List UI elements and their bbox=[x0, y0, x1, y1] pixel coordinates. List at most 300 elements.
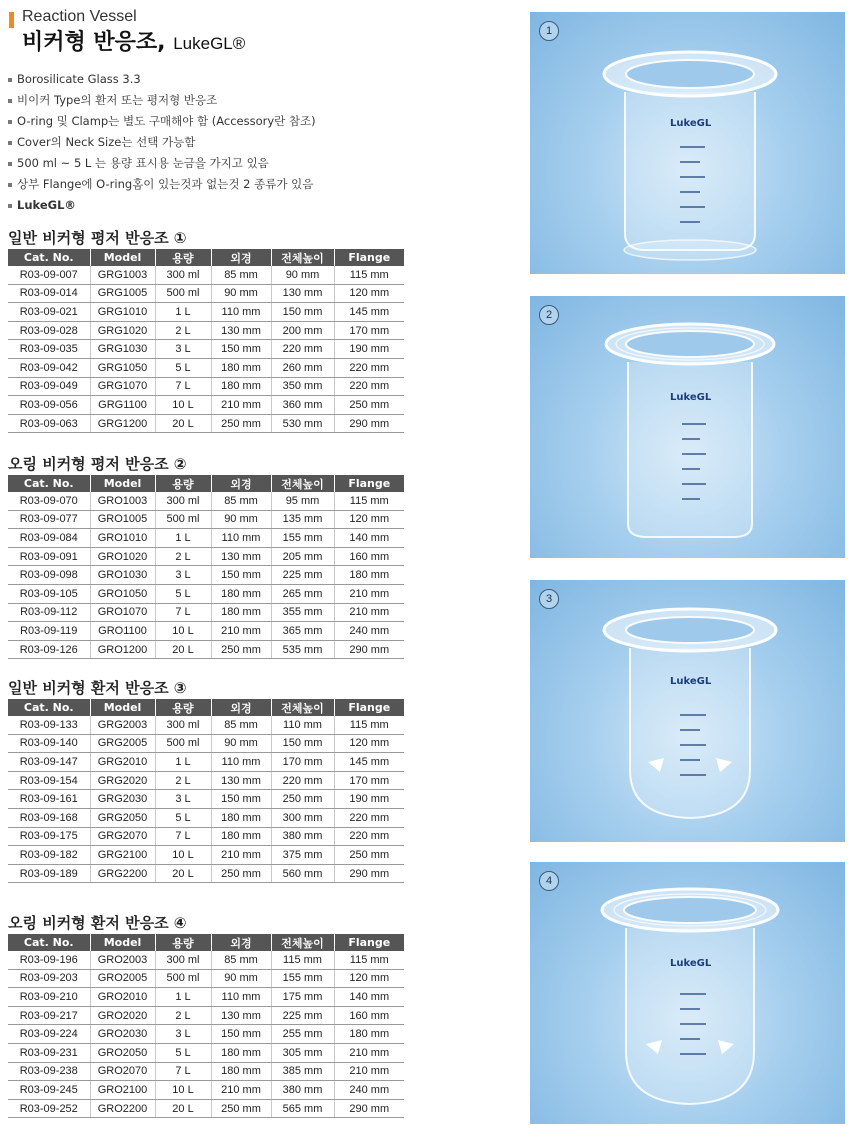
table-cell: 145 mm bbox=[334, 303, 404, 322]
title-korean: 비커형 반응조, bbox=[22, 30, 166, 55]
column-header: 전체높이 bbox=[271, 699, 334, 716]
table-cell: 180 mm bbox=[211, 358, 271, 377]
title-english: Reaction Vessel bbox=[22, 8, 137, 25]
table-cell: 190 mm bbox=[334, 340, 404, 359]
column-header: 용량 bbox=[155, 934, 211, 951]
table-cell: GRG2005 bbox=[90, 734, 155, 753]
table-cell: GRG2030 bbox=[90, 790, 155, 809]
table-cell: GRO2030 bbox=[90, 1025, 155, 1044]
table-cell: 110 mm bbox=[271, 716, 334, 734]
feature-item: 비이커 Type의 환저 또는 평저형 반응조 bbox=[8, 90, 404, 111]
table-cell: 160 mm bbox=[334, 547, 404, 566]
table-cell: GRO1010 bbox=[90, 529, 155, 548]
table-cell: 290 mm bbox=[334, 1099, 404, 1118]
table-cell: 180 mm bbox=[334, 566, 404, 585]
table-row bbox=[8, 396, 404, 415]
table-cell: 220 mm bbox=[334, 377, 404, 396]
table-cell: 290 mm bbox=[334, 640, 404, 659]
table-row bbox=[8, 1062, 404, 1081]
column-header: Model bbox=[90, 699, 155, 716]
accent-bar bbox=[9, 12, 14, 28]
column-header: Cat. No. bbox=[8, 475, 90, 492]
table-cell: 500 ml bbox=[155, 969, 211, 988]
table-cell: GRG2010 bbox=[90, 753, 155, 772]
column-header: 외경 bbox=[211, 934, 271, 951]
table-cell: 1 L bbox=[155, 303, 211, 322]
table-cell: 375 mm bbox=[271, 846, 334, 865]
table-cell: 250 mm bbox=[271, 790, 334, 809]
table-cell: GRG1030 bbox=[90, 340, 155, 359]
table-cell: 385 mm bbox=[271, 1062, 334, 1081]
table-cell: 2 L bbox=[155, 547, 211, 566]
table-cell: 290 mm bbox=[334, 414, 404, 433]
table-cell: 250 mm bbox=[334, 846, 404, 865]
table-row bbox=[8, 846, 404, 865]
table-cell: 155 mm bbox=[271, 529, 334, 548]
table-cell: 240 mm bbox=[334, 622, 404, 641]
table-cell: R03-09-091 bbox=[8, 547, 90, 566]
table-row bbox=[8, 340, 404, 359]
table-cell: 20 L bbox=[155, 414, 211, 433]
spec-table bbox=[8, 475, 404, 659]
flat-beaker-icon bbox=[530, 12, 845, 274]
table-cell: R03-09-084 bbox=[8, 529, 90, 548]
table-row bbox=[8, 1099, 404, 1118]
table-cell: 250 mm bbox=[211, 864, 271, 883]
table-cell: 110 mm bbox=[211, 529, 271, 548]
table-cell: 220 mm bbox=[334, 827, 404, 846]
table-row bbox=[8, 734, 404, 753]
table-cell: 120 mm bbox=[334, 734, 404, 753]
product-photo-2 bbox=[530, 296, 845, 558]
spec-section-2 bbox=[8, 455, 404, 659]
table-cell: 300 ml bbox=[155, 716, 211, 734]
table-cell: GRO1005 bbox=[90, 510, 155, 529]
table-cell: 115 mm bbox=[334, 492, 404, 510]
table-cell: 90 mm bbox=[211, 734, 271, 753]
table-cell: R03-09-252 bbox=[8, 1099, 90, 1118]
table-cell: GRO1020 bbox=[90, 547, 155, 566]
spec-section-4 bbox=[8, 914, 404, 1118]
table-cell: 120 mm bbox=[334, 284, 404, 303]
table-cell: 110 mm bbox=[211, 753, 271, 772]
table-cell: GRG1070 bbox=[90, 377, 155, 396]
table-cell: R03-09-203 bbox=[8, 969, 90, 988]
column-header: 용량 bbox=[155, 475, 211, 492]
table-row bbox=[8, 969, 404, 988]
table-cell: GRO2010 bbox=[90, 988, 155, 1007]
table-cell: R03-09-126 bbox=[8, 640, 90, 659]
table-cell: 7 L bbox=[155, 1062, 211, 1081]
table-row bbox=[8, 529, 404, 548]
table-cell: 150 mm bbox=[271, 303, 334, 322]
table-cell: 250 mm bbox=[211, 640, 271, 659]
table-cell: GRO2003 bbox=[90, 951, 155, 969]
table-cell: R03-09-014 bbox=[8, 284, 90, 303]
table-cell: R03-09-196 bbox=[8, 951, 90, 969]
table-cell: 220 mm bbox=[271, 340, 334, 359]
table-cell: 530 mm bbox=[271, 414, 334, 433]
column-header: 전체높이 bbox=[271, 249, 334, 266]
table-row bbox=[8, 1081, 404, 1100]
column-header: 전체높이 bbox=[271, 934, 334, 951]
table-cell: 5 L bbox=[155, 1043, 211, 1062]
table-cell: GRO1030 bbox=[90, 566, 155, 585]
table-cell: 90 mm bbox=[211, 510, 271, 529]
table-cell: 160 mm bbox=[334, 1006, 404, 1025]
table-cell: 115 mm bbox=[271, 951, 334, 969]
table-cell: 225 mm bbox=[271, 566, 334, 585]
table-cell: R03-09-147 bbox=[8, 753, 90, 772]
table-row bbox=[8, 266, 404, 284]
table-cell: 135 mm bbox=[271, 510, 334, 529]
table-cell: 225 mm bbox=[271, 1006, 334, 1025]
table-cell: R03-09-231 bbox=[8, 1043, 90, 1062]
table-cell: R03-09-175 bbox=[8, 827, 90, 846]
column-header: Cat. No. bbox=[8, 249, 90, 266]
table-row bbox=[8, 510, 404, 529]
table-row bbox=[8, 284, 404, 303]
column-header: Cat. No. bbox=[8, 934, 90, 951]
table-row bbox=[8, 864, 404, 883]
flat-oring-beaker-icon bbox=[530, 296, 845, 558]
table-cell: R03-09-168 bbox=[8, 808, 90, 827]
table-cell: 5 L bbox=[155, 358, 211, 377]
table-cell: 180 mm bbox=[211, 377, 271, 396]
table-cell: 210 mm bbox=[211, 1081, 271, 1100]
spec-section-1 bbox=[8, 229, 404, 433]
table-cell: 90 mm bbox=[211, 969, 271, 988]
table-cell: R03-09-042 bbox=[8, 358, 90, 377]
table-cell: R03-09-021 bbox=[8, 303, 90, 322]
table-cell: 180 mm bbox=[334, 1025, 404, 1044]
table-cell: 290 mm bbox=[334, 864, 404, 883]
table-row bbox=[8, 414, 404, 433]
table-cell: 300 ml bbox=[155, 492, 211, 510]
table-cell: 20 L bbox=[155, 640, 211, 659]
table-cell: R03-09-245 bbox=[8, 1081, 90, 1100]
table-cell: 210 mm bbox=[211, 622, 271, 641]
table-row bbox=[8, 988, 404, 1007]
table-cell: GRO1070 bbox=[90, 603, 155, 622]
table-cell: 115 mm bbox=[334, 266, 404, 284]
table-cell: 150 mm bbox=[211, 340, 271, 359]
column-header: Model bbox=[90, 249, 155, 266]
table-cell: GRG1200 bbox=[90, 414, 155, 433]
feature-item: 상부 Flange에 O-ring홈이 있는것과 없는것 2 종류가 있음 bbox=[8, 174, 404, 195]
table-cell: 95 mm bbox=[271, 492, 334, 510]
table-cell: 500 ml bbox=[155, 734, 211, 753]
table-cell: R03-09-098 bbox=[8, 566, 90, 585]
table-cell: GRO2200 bbox=[90, 1099, 155, 1118]
table-cell: 1 L bbox=[155, 529, 211, 548]
table-header-row bbox=[8, 699, 404, 716]
feature-item: O-ring 및 Clamp는 별도 구매해야 함 (Accessory란 참조) bbox=[8, 111, 404, 132]
table-cell: 265 mm bbox=[271, 584, 334, 603]
table-cell: R03-09-056 bbox=[8, 396, 90, 415]
table-row bbox=[8, 771, 404, 790]
spec-table bbox=[8, 699, 404, 883]
table-header-row bbox=[8, 934, 404, 951]
section-title: 일반 비커형 평저 반응조 ① bbox=[8, 229, 187, 247]
table-cell: 210 mm bbox=[334, 1043, 404, 1062]
table-cell: 130 mm bbox=[211, 1006, 271, 1025]
table-cell: 1 L bbox=[155, 753, 211, 772]
table-cell: R03-09-077 bbox=[8, 510, 90, 529]
table-cell: 500 ml bbox=[155, 510, 211, 529]
table-cell: GRG1003 bbox=[90, 266, 155, 284]
table-cell: R03-09-217 bbox=[8, 1006, 90, 1025]
table-cell: GRO1100 bbox=[90, 622, 155, 641]
table-row bbox=[8, 358, 404, 377]
spec-section-3 bbox=[8, 679, 404, 883]
table-row bbox=[8, 1043, 404, 1062]
table-cell: R03-09-210 bbox=[8, 988, 90, 1007]
table-cell: 2 L bbox=[155, 771, 211, 790]
table-cell: 255 mm bbox=[271, 1025, 334, 1044]
table-cell: 305 mm bbox=[271, 1043, 334, 1062]
table-cell: GRG1100 bbox=[90, 396, 155, 415]
table-cell: 180 mm bbox=[211, 827, 271, 846]
feature-item: 500 ml ~ 5 L 는 용량 표시용 눈금을 가지고 있음 bbox=[8, 153, 404, 174]
table-cell: 3 L bbox=[155, 340, 211, 359]
table-cell: R03-09-028 bbox=[8, 321, 90, 340]
table-cell: GRG1020 bbox=[90, 321, 155, 340]
table-cell: R03-09-189 bbox=[8, 864, 90, 883]
table-cell: 190 mm bbox=[334, 790, 404, 809]
round-beaker-icon bbox=[530, 580, 845, 842]
table-cell: R03-09-238 bbox=[8, 1062, 90, 1081]
table-row bbox=[8, 640, 404, 659]
table-cell: 170 mm bbox=[271, 753, 334, 772]
table-cell: GRO2020 bbox=[90, 1006, 155, 1025]
table-cell: 500 ml bbox=[155, 284, 211, 303]
table-cell: 175 mm bbox=[271, 988, 334, 1007]
table-row bbox=[8, 790, 404, 809]
table-cell: 250 mm bbox=[211, 1099, 271, 1118]
brand-label: LukeGL bbox=[670, 392, 712, 403]
table-row bbox=[8, 321, 404, 340]
table-cell: 180 mm bbox=[211, 1062, 271, 1081]
table-cell: GRO2070 bbox=[90, 1062, 155, 1081]
table-cell: 85 mm bbox=[211, 716, 271, 734]
table-row bbox=[8, 951, 404, 969]
spec-table bbox=[8, 249, 404, 433]
photo-number: 4 bbox=[539, 871, 559, 891]
table-cell: 2 L bbox=[155, 1006, 211, 1025]
table-row bbox=[8, 566, 404, 585]
table-cell: 7 L bbox=[155, 603, 211, 622]
brand-label: LukeGL bbox=[670, 958, 712, 969]
table-cell: GRG2200 bbox=[90, 864, 155, 883]
column-header: 외경 bbox=[211, 699, 271, 716]
table-cell: 205 mm bbox=[271, 547, 334, 566]
column-header: Flange bbox=[334, 699, 404, 716]
table-cell: GRG2050 bbox=[90, 808, 155, 827]
table-cell: 150 mm bbox=[211, 566, 271, 585]
table-cell: 365 mm bbox=[271, 622, 334, 641]
table-cell: 140 mm bbox=[334, 988, 404, 1007]
table-cell: R03-09-105 bbox=[8, 584, 90, 603]
table-cell: 180 mm bbox=[211, 1043, 271, 1062]
table-cell: 220 mm bbox=[271, 771, 334, 790]
table-cell: 7 L bbox=[155, 377, 211, 396]
table-cell: GRG1050 bbox=[90, 358, 155, 377]
section-title: 일반 비커형 환저 반응조 ③ bbox=[8, 679, 187, 697]
table-cell: 180 mm bbox=[211, 808, 271, 827]
table-cell: 120 mm bbox=[334, 510, 404, 529]
table-cell: 7 L bbox=[155, 827, 211, 846]
table-cell: R03-09-119 bbox=[8, 622, 90, 641]
table-cell: 150 mm bbox=[211, 790, 271, 809]
table-cell: 200 mm bbox=[271, 321, 334, 340]
table-cell: 300 mm bbox=[271, 808, 334, 827]
photo-number: 3 bbox=[539, 589, 559, 609]
table-cell: R03-09-063 bbox=[8, 414, 90, 433]
table-cell: 10 L bbox=[155, 1081, 211, 1100]
table-cell: GRO2100 bbox=[90, 1081, 155, 1100]
table-cell: 210 mm bbox=[334, 603, 404, 622]
table-cell: R03-09-154 bbox=[8, 771, 90, 790]
table-cell: 170 mm bbox=[334, 771, 404, 790]
table-cell: GRG2100 bbox=[90, 846, 155, 865]
table-cell: 140 mm bbox=[334, 529, 404, 548]
photo-number: 1 bbox=[539, 21, 559, 41]
table-cell: R03-09-182 bbox=[8, 846, 90, 865]
table-cell: GRG1005 bbox=[90, 284, 155, 303]
table-cell: 170 mm bbox=[334, 321, 404, 340]
table-cell: R03-09-224 bbox=[8, 1025, 90, 1044]
brand-label: LukeGL bbox=[670, 676, 712, 687]
table-cell: GRO2050 bbox=[90, 1043, 155, 1062]
table-cell: 3 L bbox=[155, 566, 211, 585]
table-cell: R03-09-070 bbox=[8, 492, 90, 510]
table-cell: 130 mm bbox=[211, 321, 271, 340]
table-cell: 130 mm bbox=[271, 284, 334, 303]
table-cell: 3 L bbox=[155, 1025, 211, 1044]
table-cell: R03-09-035 bbox=[8, 340, 90, 359]
table-cell: 130 mm bbox=[211, 547, 271, 566]
table-cell: 565 mm bbox=[271, 1099, 334, 1118]
table-cell: GRO1200 bbox=[90, 640, 155, 659]
table-cell: 560 mm bbox=[271, 864, 334, 883]
table-row bbox=[8, 808, 404, 827]
page-title bbox=[22, 28, 404, 59]
table-cell: 300 ml bbox=[155, 951, 211, 969]
table-cell: 355 mm bbox=[271, 603, 334, 622]
section-title: 오링 비커형 평저 반응조 ② bbox=[8, 455, 187, 473]
table-cell: R03-09-007 bbox=[8, 266, 90, 284]
table-cell: 115 mm bbox=[334, 951, 404, 969]
product-photo-4 bbox=[530, 862, 845, 1124]
table-cell: 155 mm bbox=[271, 969, 334, 988]
table-cell: 85 mm bbox=[211, 492, 271, 510]
table-cell: 10 L bbox=[155, 396, 211, 415]
table-cell: R03-09-112 bbox=[8, 603, 90, 622]
table-cell: 240 mm bbox=[334, 1081, 404, 1100]
table-cell: 180 mm bbox=[211, 603, 271, 622]
table-header-row bbox=[8, 475, 404, 492]
table-cell: 90 mm bbox=[211, 284, 271, 303]
table-row bbox=[8, 753, 404, 772]
table-row bbox=[8, 303, 404, 322]
table-row bbox=[8, 716, 404, 734]
table-cell: 130 mm bbox=[211, 771, 271, 790]
product-photo-1 bbox=[530, 12, 845, 274]
table-cell: R03-09-049 bbox=[8, 377, 90, 396]
table-cell: 110 mm bbox=[211, 988, 271, 1007]
table-cell: GRG2020 bbox=[90, 771, 155, 790]
table-cell: 535 mm bbox=[271, 640, 334, 659]
table-cell: 10 L bbox=[155, 846, 211, 865]
table-cell: 85 mm bbox=[211, 266, 271, 284]
table-cell: 150 mm bbox=[271, 734, 334, 753]
table-cell: 210 mm bbox=[211, 846, 271, 865]
column-header: 용량 bbox=[155, 249, 211, 266]
table-cell: 5 L bbox=[155, 808, 211, 827]
table-cell: 2 L bbox=[155, 321, 211, 340]
column-header: 외경 bbox=[211, 475, 271, 492]
table-header-row bbox=[8, 249, 404, 266]
column-header: Model bbox=[90, 475, 155, 492]
table-cell: 150 mm bbox=[211, 1025, 271, 1044]
table-cell: 210 mm bbox=[211, 396, 271, 415]
section-title: 오링 비커형 환저 반응조 ④ bbox=[8, 914, 187, 932]
table-cell: 110 mm bbox=[211, 303, 271, 322]
feature-item: Cover의 Neck Size는 선택 가능함 bbox=[8, 132, 404, 153]
table-cell: 380 mm bbox=[271, 827, 334, 846]
table-cell: 20 L bbox=[155, 864, 211, 883]
table-cell: GRO1003 bbox=[90, 492, 155, 510]
table-cell: 90 mm bbox=[271, 266, 334, 284]
feature-item: LukeGL® bbox=[8, 195, 404, 216]
table-cell: 220 mm bbox=[334, 808, 404, 827]
column-header: Flange bbox=[334, 475, 404, 492]
product-photo-3 bbox=[530, 580, 845, 842]
table-row bbox=[8, 584, 404, 603]
table-row bbox=[8, 547, 404, 566]
brand-label: LukeGL bbox=[670, 118, 712, 129]
table-row bbox=[8, 622, 404, 641]
table-cell: 120 mm bbox=[334, 969, 404, 988]
table-cell: GRG2070 bbox=[90, 827, 155, 846]
table-cell: GRG1010 bbox=[90, 303, 155, 322]
column-header: Cat. No. bbox=[8, 699, 90, 716]
table-cell: R03-09-161 bbox=[8, 790, 90, 809]
spec-table bbox=[8, 934, 404, 1118]
brand-name: LukeGL® bbox=[173, 34, 246, 53]
table-cell: 250 mm bbox=[211, 414, 271, 433]
table-cell: 85 mm bbox=[211, 951, 271, 969]
table-cell: 210 mm bbox=[334, 584, 404, 603]
photo-number: 2 bbox=[539, 305, 559, 325]
table-row bbox=[8, 492, 404, 510]
column-header: 외경 bbox=[211, 249, 271, 266]
table-row bbox=[8, 1006, 404, 1025]
column-header: 용량 bbox=[155, 699, 211, 716]
table-cell: 1 L bbox=[155, 988, 211, 1007]
column-header: Flange bbox=[334, 249, 404, 266]
table-cell: 250 mm bbox=[334, 396, 404, 415]
table-cell: GRO1050 bbox=[90, 584, 155, 603]
table-cell: 220 mm bbox=[334, 358, 404, 377]
table-cell: 360 mm bbox=[271, 396, 334, 415]
column-header: 전체높이 bbox=[271, 475, 334, 492]
table-row bbox=[8, 603, 404, 622]
table-cell: 180 mm bbox=[211, 584, 271, 603]
column-header: Model bbox=[90, 934, 155, 951]
table-cell: 300 ml bbox=[155, 266, 211, 284]
